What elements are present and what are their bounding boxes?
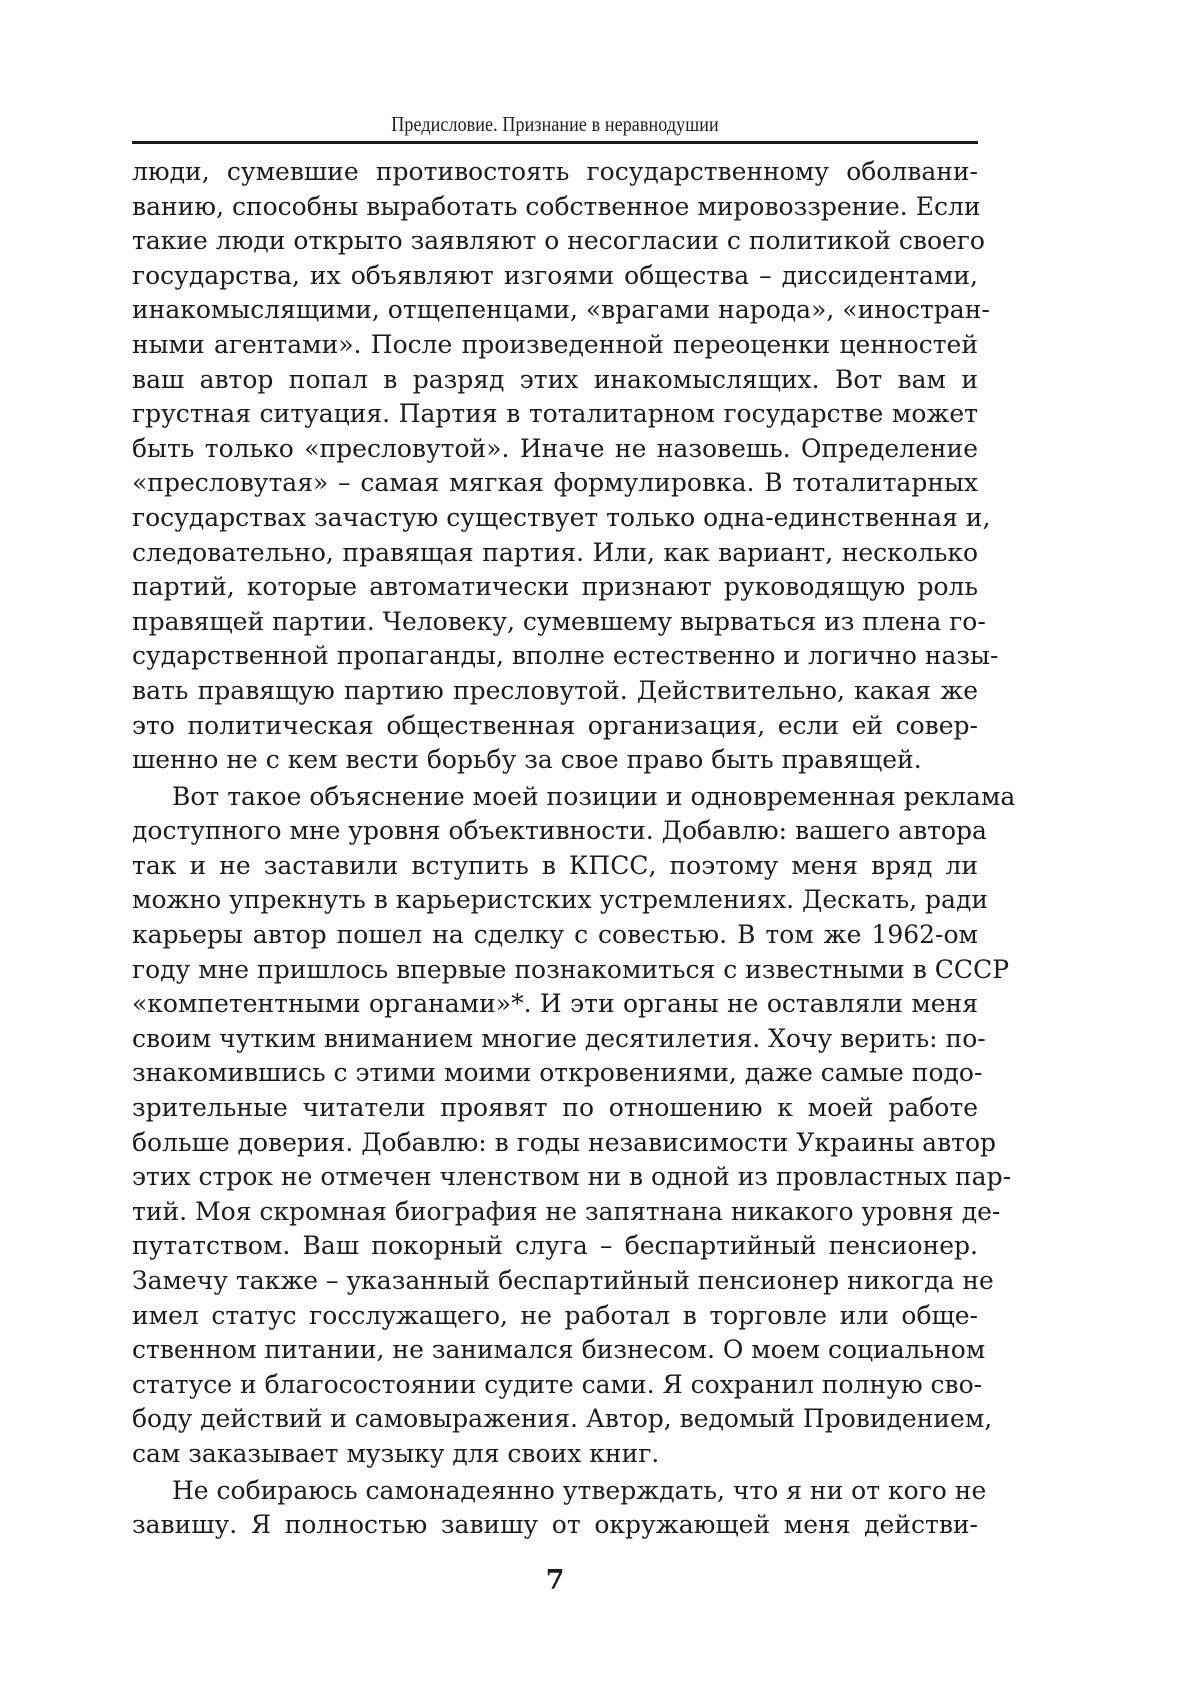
text-line: боду действий и самовыражения. Автор, ведомый Провидением,: [132, 1404, 993, 1434]
text-line: сударственной пропаганды, вполне естественно и логично назы-: [132, 641, 999, 671]
text-line: ственном питании, не занимался бизнесом. О моем социальном: [132, 1335, 986, 1365]
text-line: правящей партии. Человеку, сумевшему вырваться из плена го-: [132, 606, 986, 636]
body-text: [132, 155, 1016, 1543]
text-line: завишу. Я полностью завишу от окружающей меня действи-: [132, 1510, 978, 1540]
text-line: быть только «пресловутой». Иначе не назовешь. Определение: [132, 433, 978, 463]
text-line: Замечу также – указанный беспартийный пенсионер никогда не: [132, 1266, 994, 1295]
text-line: шенно не с кем вести борьбу за свое право быть правящей.: [132, 745, 922, 775]
text-line: больше доверия. Добавлю: в годы независимости Украины автор: [132, 1127, 997, 1157]
text-line: «пресловутая» – самая мягкая формулировка. В тоталитарных: [132, 468, 978, 498]
text-line: ными агентами». После произведенной переоценки ценностей: [132, 329, 978, 359]
text-line: статусе и благосостоянии судите сами. Я сохранил полную сво-: [132, 1369, 983, 1399]
text-line: имел статус госслужащего, не работал в торговле или обще-: [132, 1300, 978, 1330]
paragraph: [132, 1474, 987, 1543]
paragraph: [132, 155, 999, 778]
text-line: вать правящую партию пресловутой. Действительно, какая же: [132, 675, 978, 705]
text-line: ваш автор попал в разряд этих инакомыслящих. Вот вам и: [132, 364, 978, 394]
paragraph: [132, 780, 1016, 1472]
text-line: грустная ситуация. Партия в тоталитарном государстве может: [132, 399, 978, 429]
text-line: люди, сумевшие противостоять государственному оболвани-: [132, 157, 978, 186]
text-line: инакомыслящими, отщепенцами, «врагами народа», «иностран-: [132, 295, 990, 325]
text-line: своим чутким вниманием многие десятилетия. Хочу верить: по-: [132, 1023, 986, 1053]
text-line: Вот такое объяснение моей позиции и одновременная реклама: [172, 781, 1016, 811]
text-line: карьеры автор пошел на сделку с совестью. В том же 1962-ом: [132, 920, 978, 950]
text-line: «компетентными органами»*. И эти органы не оставляли меня: [132, 989, 978, 1019]
text-line: тий. Моя скромная биография не запятнана никакого уровня де-: [132, 1196, 1001, 1226]
text-line: государства, их объявляют изгоями общества – диссидентами,: [132, 260, 978, 290]
text-line: зрительные читатели проявят по отношению к моей работе: [132, 1093, 978, 1123]
text-line: году мне пришлось впервые познакомиться с известными в СССР: [132, 954, 1010, 984]
running-head: Предисловие. Признание в неравнодушии: [391, 112, 719, 136]
page-number: 7: [545, 1565, 565, 1596]
text-line: сам заказывает музыку для своих книг.: [132, 1438, 660, 1468]
text-line: это политическая общественная организация, если ей совер-: [132, 710, 978, 740]
text-line: знакомившись с этими моими откровениями, даже самые подо-: [132, 1058, 983, 1088]
text-line: партий, которые автоматически признают руководящую роль: [132, 572, 978, 602]
text-line: доступного мне уровня объективности. Добавлю: вашего автора: [132, 816, 987, 846]
text-line: так и не заставили вступить в КПСС, поэтому меня вряд ли: [132, 850, 978, 880]
text-line: государствах зачастую существует только одна-единственная и,: [132, 502, 991, 532]
text-line: ванию, способны выработать собственное мировоззрение. Если: [132, 191, 981, 221]
book-page: [132, 0, 1016, 1704]
text-line: следовательно, правящая партия. Или, как вариант, несколько: [132, 537, 978, 567]
text-line: можно упрекнуть в карьеристских устремлениях. Дескать, ради: [132, 885, 989, 915]
text-line: такие люди открыто заявляют о несогласии с политикой своего: [132, 226, 985, 256]
text-line: этих строк не отмечен членством ни в одной из провластных пар-: [132, 1162, 1012, 1192]
header-rule: [132, 141, 978, 144]
text-line: Не собираюсь самонадеянно утверждать, что я ни от кого не: [172, 1475, 987, 1505]
text-line: путатством. Ваш покорный слуга – беспартийный пенсионер.: [132, 1231, 978, 1261]
